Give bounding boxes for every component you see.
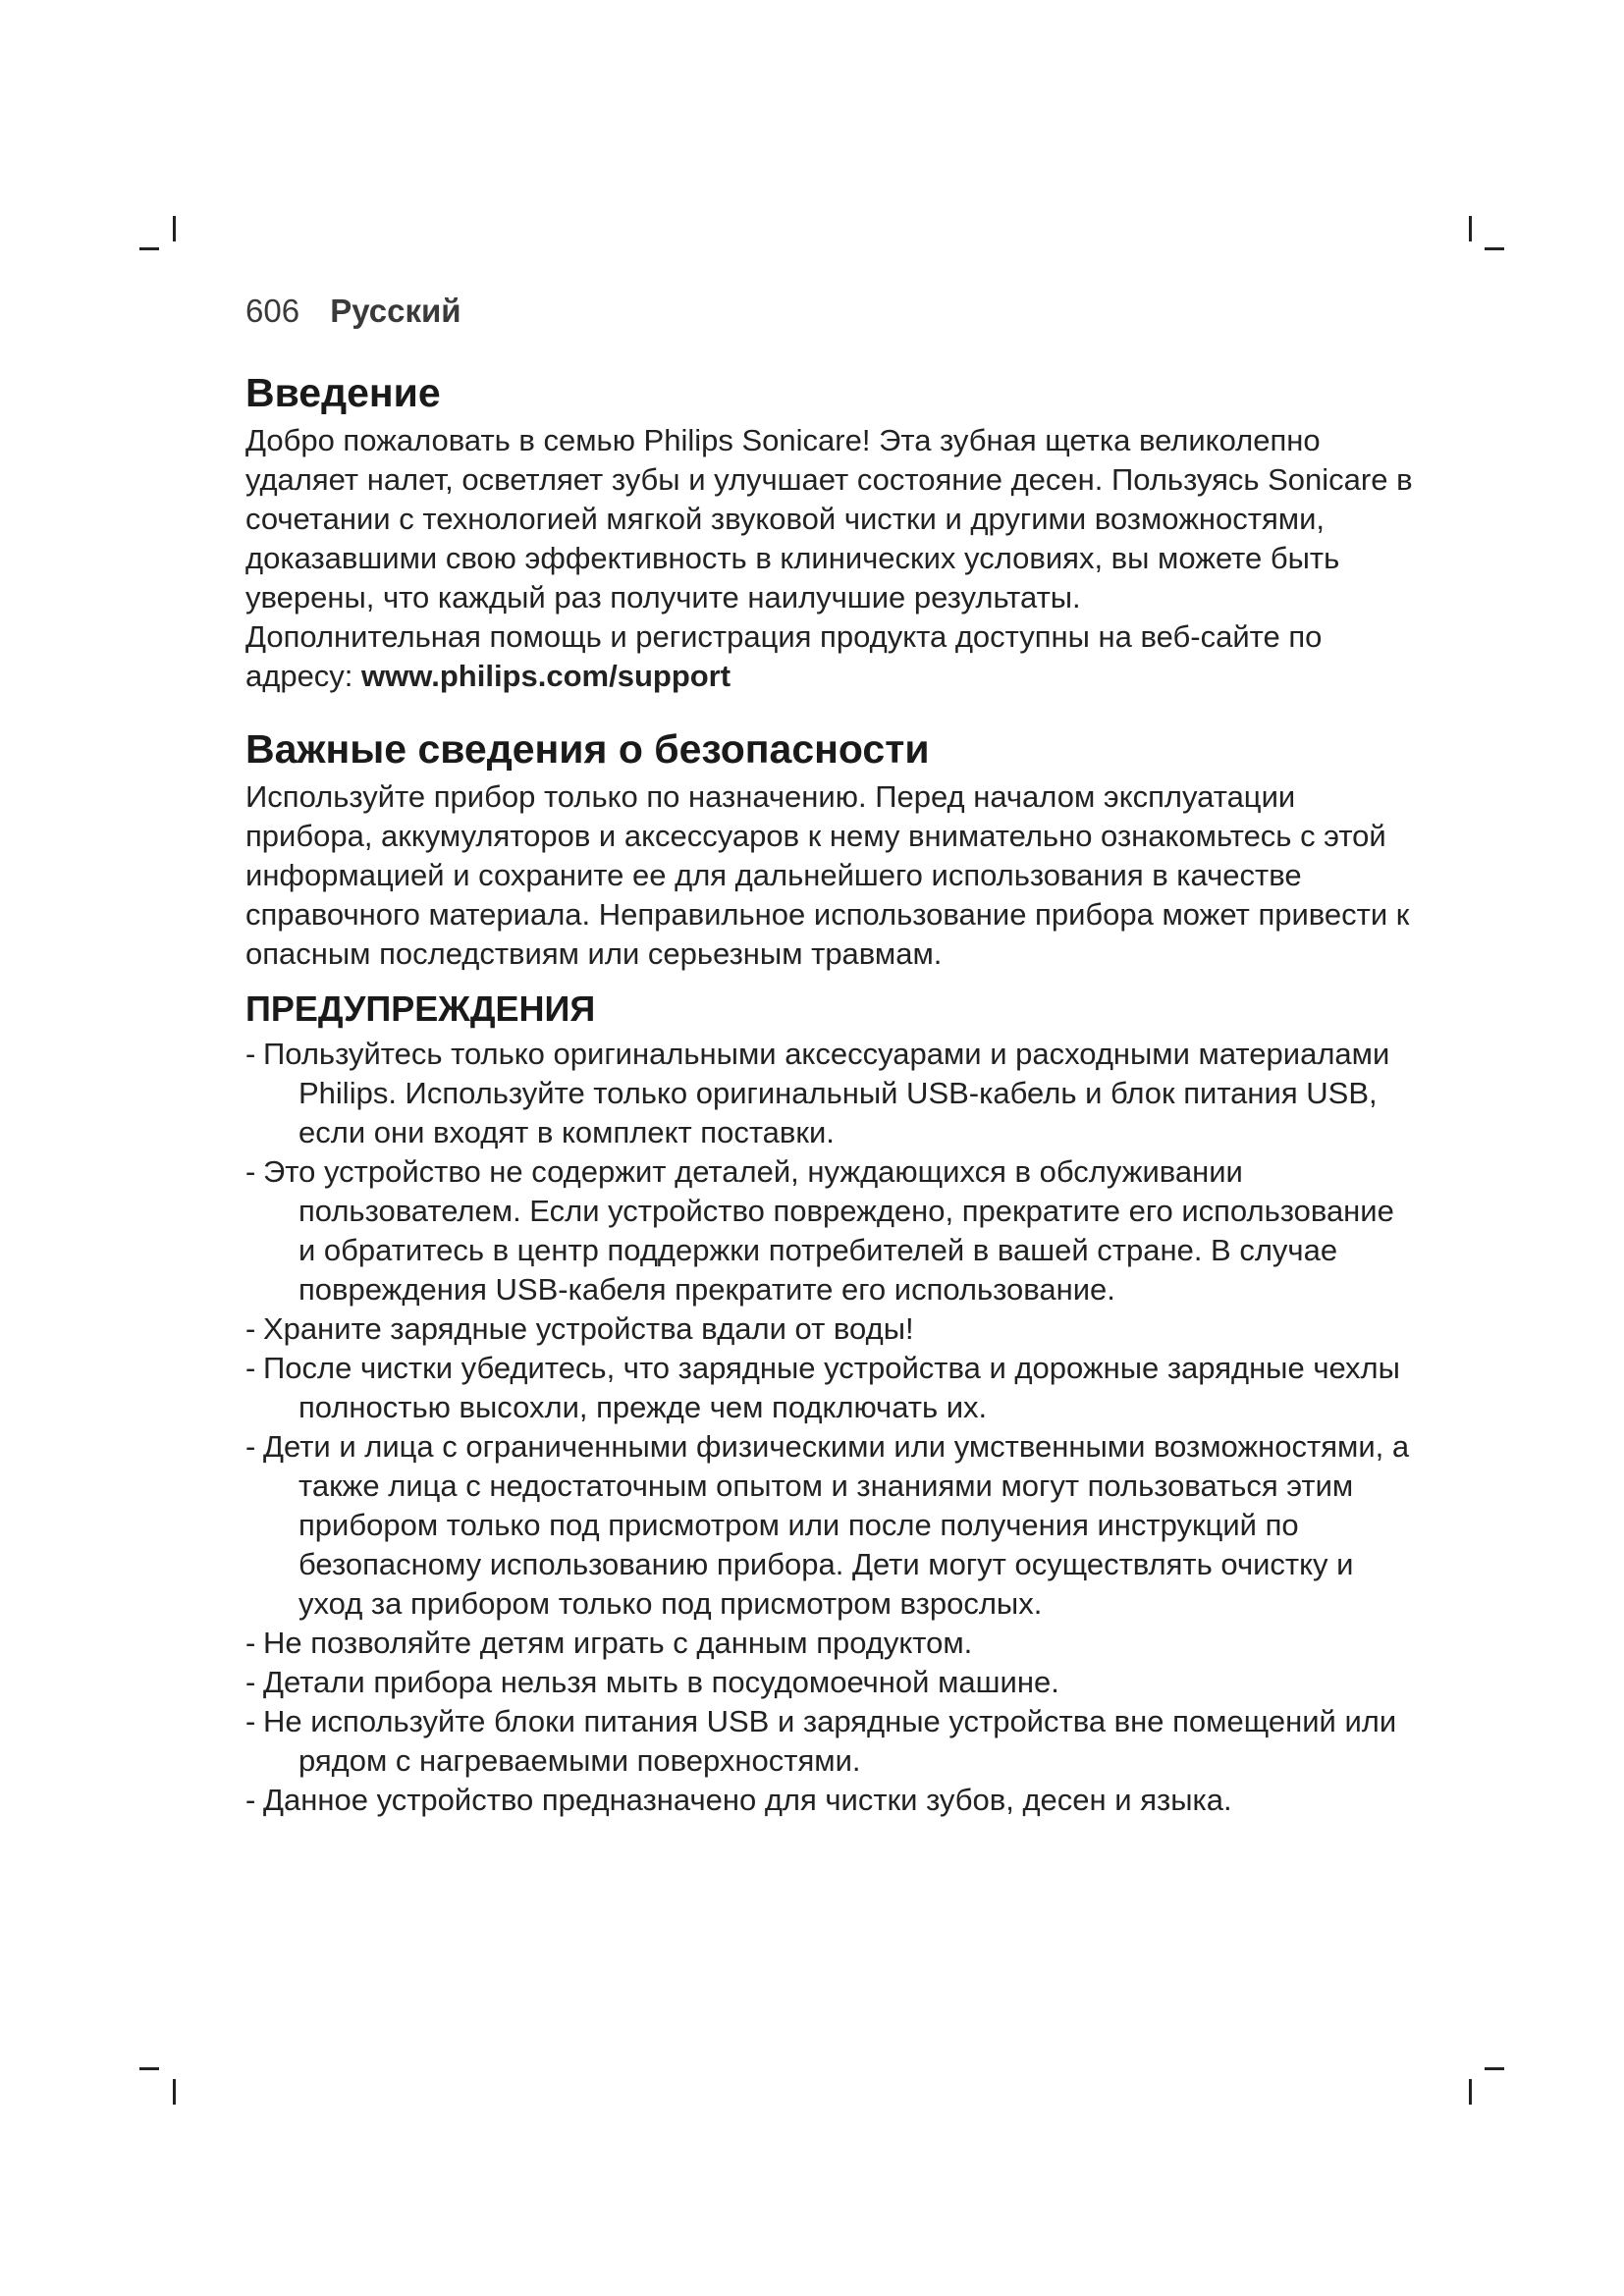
crop-mark-bottom-right-v (1469, 2079, 1472, 2105)
bullet-dash: - (245, 1703, 256, 1738)
warning-item (245, 1035, 1414, 1152)
page-number: 606 (245, 293, 300, 329)
warning-item (245, 1152, 1414, 1309)
warnings-title: ПРЕДУПРЕЖДЕНИЯ (245, 988, 596, 1030)
crop-mark-top-right-h (1485, 247, 1504, 250)
warning-item (245, 1624, 1414, 1663)
warning-item (245, 1663, 1414, 1702)
crop-mark-top-left-h (139, 247, 159, 250)
crop-mark-bottom-left-h (139, 2067, 159, 2070)
document-body (245, 369, 1414, 1820)
warning-item (245, 1702, 1414, 1781)
safety-paragraph: Используйте прибор только по назначению. Перед началом эксплуатации прибора, аккумуляторов и аксессуаров к нему внимательно ознакомьтесь с этой информацией и сохраните ее для дальнейшего использования в качестве справочного материала. Неправильное использование прибора может привести к опасным последствиям или серьезным травмам. (245, 779, 1410, 972)
warning-text: Данное устройство предназначено для чистки зубов, десен и языка. (263, 1782, 1232, 1817)
bullet-dash: - (245, 1625, 256, 1660)
warning-item (245, 1309, 1414, 1349)
bullet-dash: - (245, 1350, 256, 1385)
crop-mark-top-left-v (173, 216, 176, 241)
intro-paragraph: Добро пожаловать в семью Philips Sonicare! Эта зубная щетка великолепно удаляет налет, осветляет зубы и улучшает состояние десен. Пользуясь Sonicare в сочетании с технологией мягкой звуковой чистки и другими возможностями, доказавшими свою эффективность в клинических условиях, вы можете быть уверены, что каждый раз получите наилучшие результаты. (245, 423, 1413, 615)
bullet-dash: - (245, 1310, 256, 1346)
warning-item (245, 1427, 1414, 1624)
bullet-dash: - (245, 1664, 256, 1699)
crop-mark-bottom-right-h (1485, 2067, 1504, 2070)
safety-title: Важные сведения о безопасности (245, 726, 930, 773)
warning-text: Не позволяйте детям играть с данным продуктом. (263, 1625, 973, 1660)
intro-support-paragraph (245, 617, 1414, 696)
bullet-dash: - (245, 1428, 256, 1464)
warning-text: Детали прибора нельзя мыть в посудомоечной машине. (263, 1664, 1059, 1699)
warning-text: После чистки убедитесь, что зарядные устройства и дорожные зарядные чехлы полностью высохли, прежде чем подключать их. (263, 1350, 1400, 1424)
page-header (245, 293, 461, 330)
bullet-dash: - (245, 1153, 256, 1189)
warning-text: Пользуйтесь только оригинальными аксессуарами и расходными материалами Philips. Используйте только оригинальный USB-кабель и блок питания USB, если они входят в комплект поставки. (263, 1036, 1390, 1149)
intro-title: Введение (245, 370, 441, 415)
crop-mark-bottom-left-v (173, 2079, 176, 2105)
support-link[interactable]: www.philips.com/support (361, 659, 731, 694)
bullet-dash: - (245, 1782, 256, 1817)
warning-text: Дети и лица с ограниченными физическими или умственными возможностями, а также лица с недостаточным опытом и знаниями могут пользоваться этим прибором только под присмотром или после получения инструкций по безопасному использованию прибора. Дети могут осуществлять очистку и уход за прибором только под присмотром взрослых. (263, 1428, 1410, 1621)
warning-text: Не используйте блоки питания USB и зарядные устройства вне помещений или рядом с нагреваемыми поверхностями. (263, 1703, 1397, 1778)
warning-item (245, 1349, 1414, 1427)
language-label: Русский (330, 293, 461, 329)
support-text: Дополнительная помощь и регистрация продукта доступны на веб-сайте по адресу: (245, 619, 1323, 694)
warning-text: Храните зарядные устройства вдали от воды! (263, 1310, 914, 1346)
warnings-list (245, 1035, 1414, 1820)
warning-item (245, 1781, 1414, 1820)
warning-text: Это устройство не содержит деталей, нуждающихся в обслуживании пользователем. Если устройство повреждено, прекратите его использование и обратитесь в центр поддержки потребителей в вашей стране. В случае повреждения USB-кабеля прекратите его использование. (263, 1153, 1394, 1307)
crop-mark-top-right-v (1469, 216, 1472, 241)
bullet-dash: - (245, 1036, 256, 1071)
